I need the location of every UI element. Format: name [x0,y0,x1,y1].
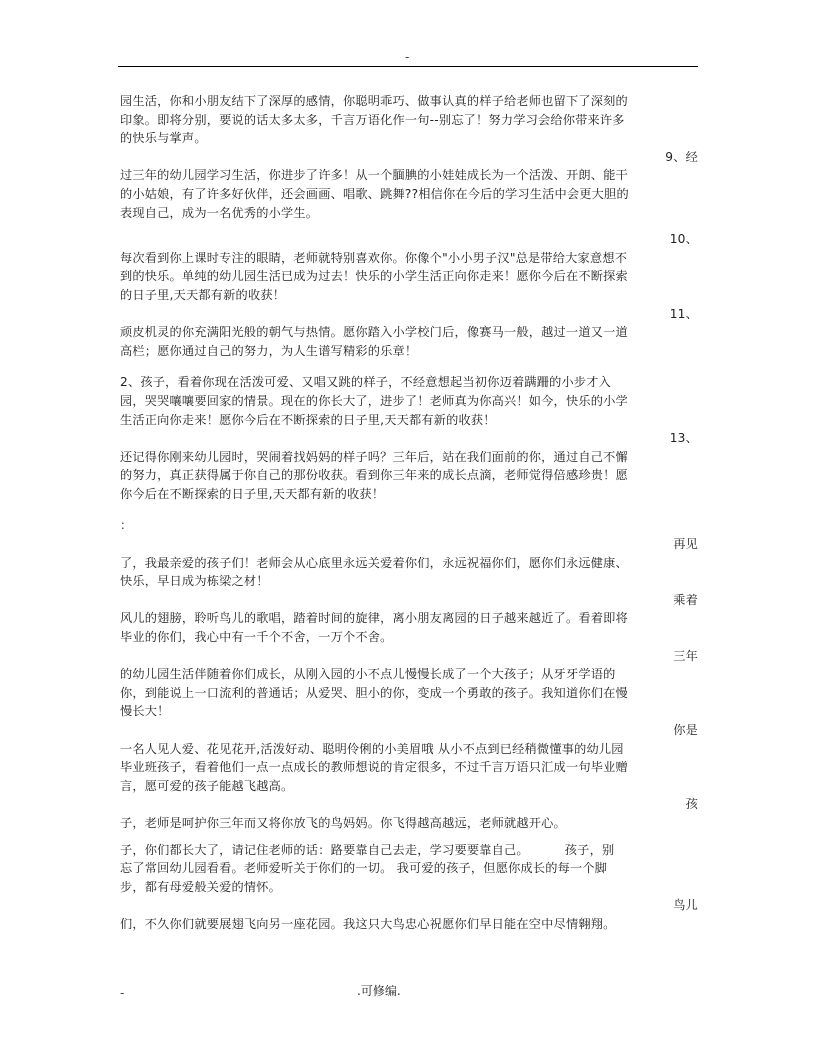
text-line: 过三年的幼儿园学习生活，你进步了许多！从一个腼腆的小娃娃成长为一个活泼、开朗、能干 [120,168,628,183]
text-line: 园生活，你和小朋友结下了深厚的感情，你聪明乖巧、做事认真的样子给老师也留下了深刻的 [120,94,628,108]
line-lead: 鸟儿 [673,898,698,913]
item-number: 13、 [669,431,698,446]
text-line: 你今后在不断探索的日子里,天天都有新的收获！ [120,486,385,501]
text-line: 2、孩子，看着你现在活泼可爱、又唱又跳的样子，不经意想起当初你迈着蹒跚的小步才入 [120,375,612,390]
text-line: 子，老师是呵护你三年而又将你放飞的鸟妈妈。你飞得越高越远，老师就越开心。 [120,815,566,830]
text-line: 一名人见人爱、花见花开,活泼好动、聪明伶俐的小美眉哦 从小不点到已经稍微懂事的幼儿园 [120,741,624,756]
text-line: 你，到能说上一口流利的普通话；从爱哭、胆小的你，变成一个勇敢的孩子。我知道你们在慢 [120,685,628,700]
text-line: 快乐，早日成为栋梁之材！ [120,574,269,589]
section-separator: ： [120,518,133,533]
line-lead: 乘着 [673,592,698,607]
item-number: 11、 [669,306,698,321]
text-line: 慢长大！ [120,704,170,719]
text-line: 的小姑娘，有了许多好伙伴，还会画画、唱歌、跳舞??相信你在今后的学习生活中会更大胆的 [120,186,629,201]
text-line: 高栏；愿你通过自己的努力，为人生谱写精彩的乐章！ [120,343,418,358]
header-mark: - [405,50,410,64]
line-lead: 你是 [673,723,698,737]
header-divider [118,66,698,67]
line-lead: 孩 [685,797,698,812]
text-line: 的努力，真正获得属于你自己的那份收获。看到你三年来的成长点滴，老师觉得倍感珍贵！愿 [120,468,628,483]
text-line: 还记得你刚来幼儿园时，哭闹着找妈妈的样子吗？三年后，站在我们面前的你，通过自己不懈 [120,449,628,464]
text-line: 生活正向你走来！愿你今后在不断探索的日子里,天天都有新的收获！ [120,412,496,427]
text-line: 园，哭哭嚷嚷要回家的情景。现在的你长大了，进步了！老师真为你高兴！如今，快乐的小学 [120,393,628,408]
text-line: 顽皮机灵的你充满阳光般的朝气与热情。愿你踏入小学校门后，像赛马一般，越过一道又一道 [120,325,628,340]
line-lead: 三年 [673,648,698,663]
text-line: 风儿的翅膀，聆听鸟儿的歌唱，踏着时间的旋律，离小朋友离园的日子越来越近了。看着即将 [120,611,628,626]
text-line: 的幼儿园生活伴随着你们成长，从刚入园的小不点儿慢慢长成了一个大孩子；从牙牙学语的 [120,667,616,682]
document-body [120,92,698,934]
text-line: 步，都有母爱般关爱的情怀。 [120,879,282,894]
text-line: 印象。即将分别，要说的话太多太多，千言万语化作一句--别忘了！努力学习会给你带来许多 [120,112,625,127]
item-number: 9、经 [665,149,698,164]
text-line: 毕业的你们，我心中有一千个不舍，一万个不舍。 [120,630,393,645]
text-line: 们，不久你们就要展翅飞向另一座花园。我这只大鸟忠心祝愿你们早日能在空中尽情翱翔。 [120,916,616,931]
text-line-tail: 孩子，别 [564,842,615,857]
footer-mark: - [120,986,125,1000]
text-line [120,841,698,860]
text-line: 的快乐与掌声。 [120,131,207,146]
text-line: 的日子里,天天都有新的收获！ [120,287,286,302]
text-line: 言，愿可爱的孩子能越飞越高。 [120,778,294,793]
line-lead: 再见 [673,537,698,552]
text-line: 了，我最亲爱的孩子们！老师会从心底里永远关爱着你们，永远祝福你们，愿你们永远健康、 [120,555,628,570]
text-line: 忘了常回幼儿园看看。老师爱听关于你们的一切。 我可爱的孩子，但愿你成长的每一个脚 [120,861,608,876]
footer-text: .可修编. [357,984,401,998]
text-line: 每次看到你上课时专注的眼睛，老师就特别喜欢你。你像个"小小男子汉"总是带给大家意想不 [120,250,628,265]
text-line: 表现自己，成为一名优秀的小学生。 [120,205,319,220]
text-line: 毕业班孩子，看着他们一点一点成长的教师想说的肯定很多，不过千言万语只汇成一句毕业赠 [120,760,628,775]
text-line-main: 子，你们都长大了，请记住老师的话：路要靠自己去走，学习要要靠自己。 [120,842,529,857]
text-line: 到的快乐。单纯的幼儿园生活已成为过去！快乐的小学生活正向你走来！愿你今后在不断探索 [120,269,628,284]
item-number: 10、 [669,232,698,247]
